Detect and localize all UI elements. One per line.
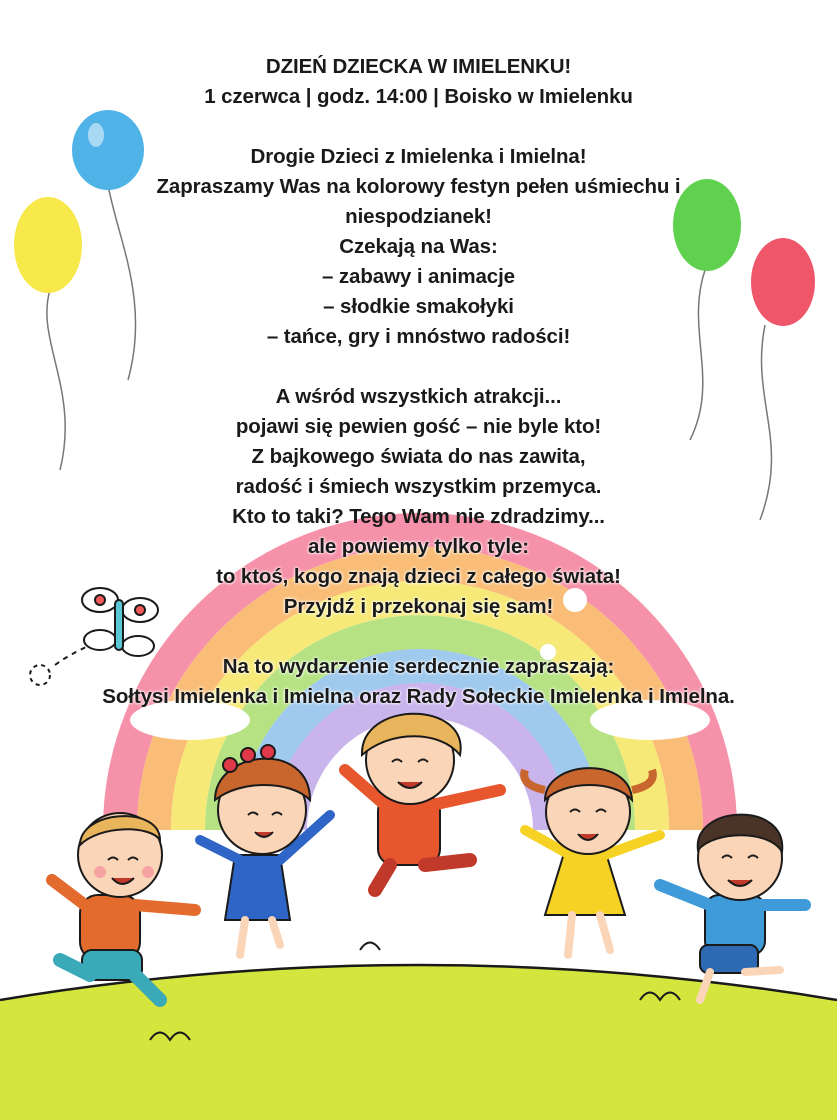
attraction-item: – zabawy i animacje	[322, 265, 515, 288]
mystery-line: Z bajkowego świata do nas zawita,	[251, 445, 586, 468]
hosts: Sołtysi Imielenka i Imielna oraz Rady Sołeckie Imielenka i Imielna.	[102, 685, 735, 708]
poster-title: DZIEŃ DZIECKA W IMIELENKU!	[265, 55, 572, 78]
mystery-line: to ktoś, kogo znają dzieci z całego świata!	[216, 565, 621, 588]
invite-line-1: Zapraszamy Was na kolorowy festyn pełen uśmiechu i	[156, 175, 681, 198]
greeting: Drogie Dzieci z Imielenka i Imielna!	[250, 145, 587, 168]
mystery-line: pojawi się pewien gość – nie byle kto!	[235, 415, 602, 438]
attraction-item: – tańce, gry i mnóstwo radości!	[266, 325, 571, 348]
invite-line-2: niespodzianek!	[345, 205, 492, 228]
hosts-intro: Na to wydarzenie serdecznie zapraszają:	[222, 655, 615, 678]
event-details: 1 czerwca | godz. 14:00 | Boisko w Imielenku	[204, 85, 633, 108]
mystery-line: ale powiemy tylko tyle:	[308, 535, 529, 558]
mystery-line: Przyjdź i przekonaj się sam!	[283, 595, 554, 618]
waiting-heading: Czekają na Was:	[339, 235, 498, 258]
mystery-line: A wśród wszystkich atrakcji...	[275, 385, 562, 408]
kid-3	[345, 714, 500, 890]
kid-1	[52, 813, 195, 1000]
mystery-line: Kto to taki? Tego Wam nie zdradzimy...	[232, 505, 605, 528]
poster-text	[0, 52, 837, 712]
kid-5	[660, 815, 805, 1000]
mystery-line: radość i śmiech wszystkim przemyca.	[235, 475, 602, 498]
attraction-item: – słodkie smakołyki	[323, 295, 514, 318]
